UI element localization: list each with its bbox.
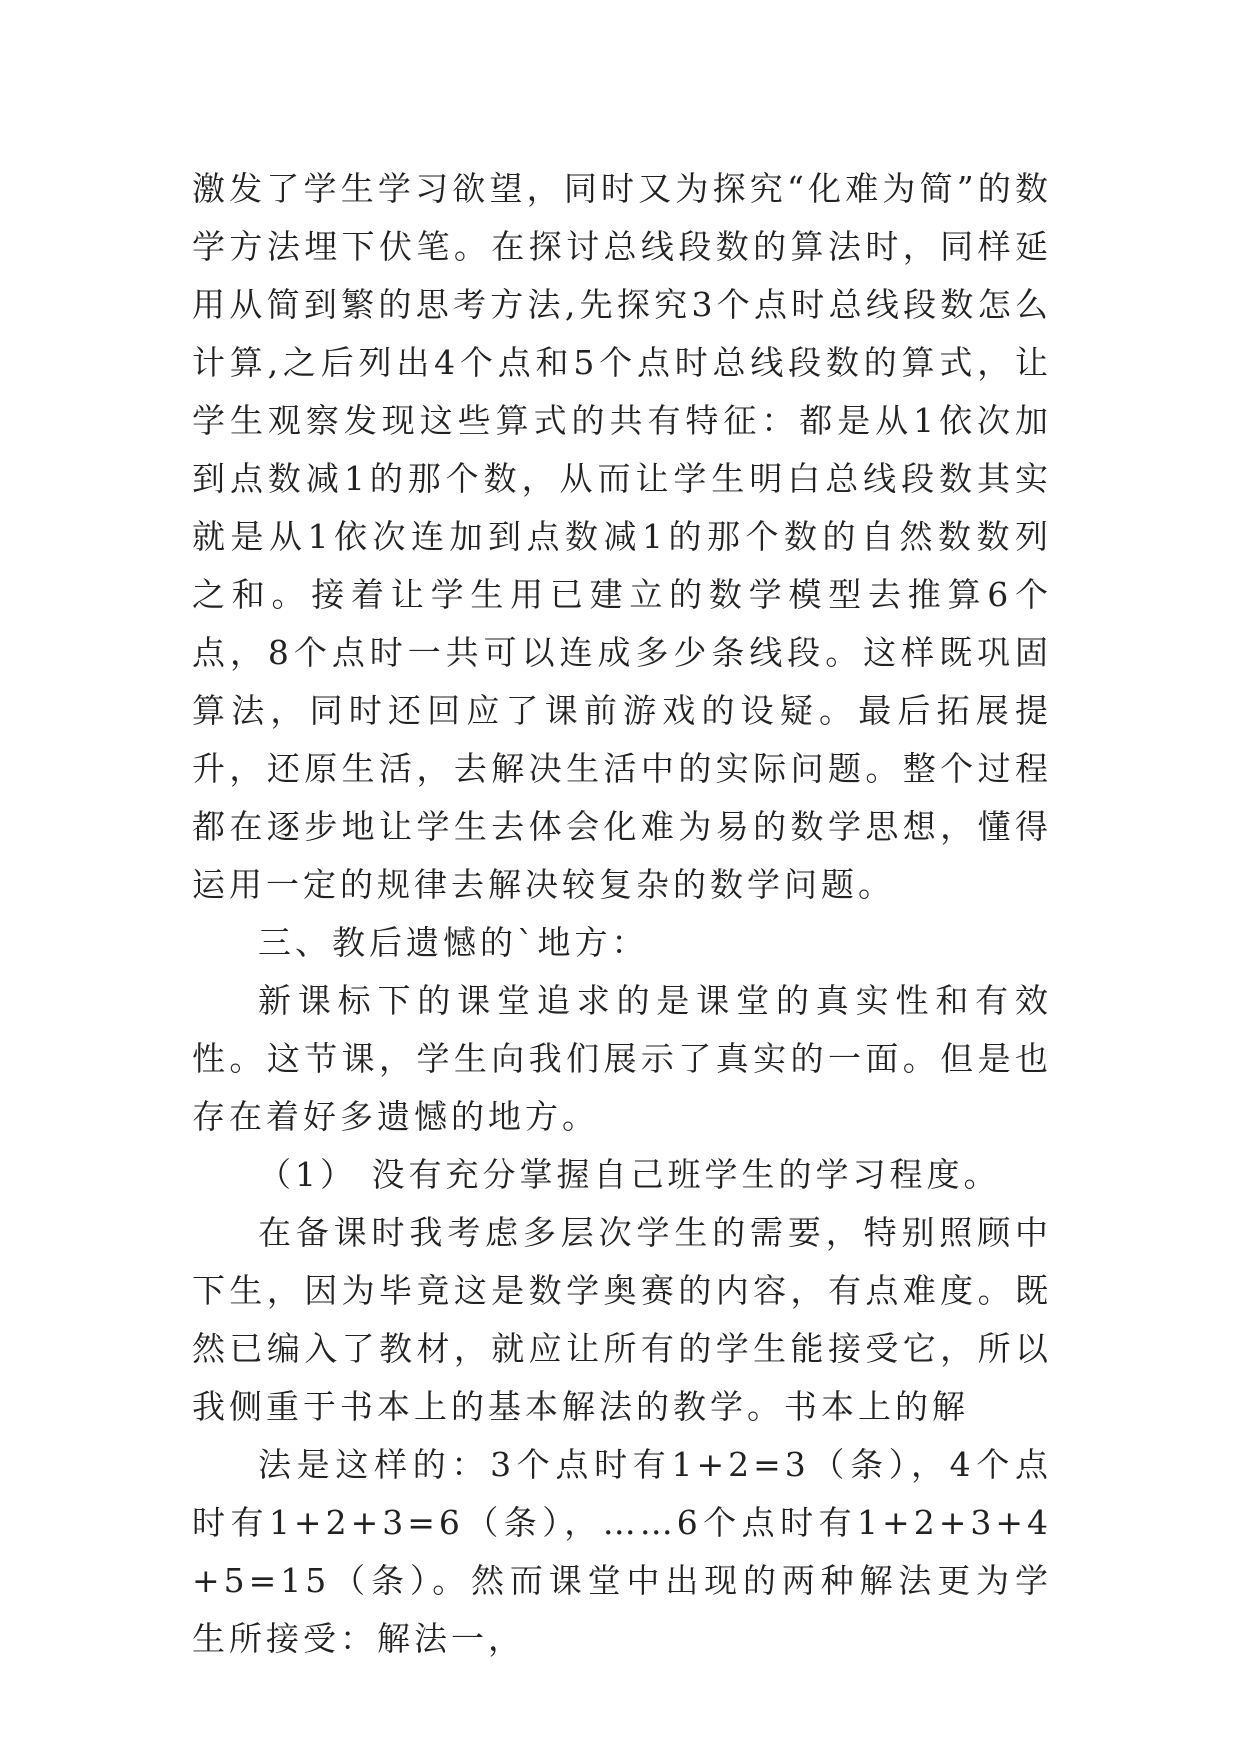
document-body — [192, 160, 1052, 1668]
paragraph-solution-method: 法是这样的：3个点时有1+2=3（条），4个点时有1+2+3=6（条），……6个点时有1+2+3+4+5=15（条）。然而课堂中出现的两种解法更为学生所接受：解法一， — [192, 1445, 1052, 1658]
paragraph-lesson-prep: 在备课时我考虑多层次学生的需要，特别照顾中下生，因为毕竟这是数学奥赛的内容，有点难度。既然已编入了教材，就应让所有的学生能接受它，所以我侧重于书本上的基本解法的教学。书本上的解 — [192, 1213, 1052, 1426]
paragraph-method-summary: 激发了学生学习欲望，同时又为探究“化难为简”的数学方法埋下伏笔。在探讨总线段数的算法时，同样延用从简到繁的思考方法,先探究3个点时总线段数怎么计算,之后列出4个点和5个点时总线段数的算式，让学生观察发现这些算式的共有特征：都是从1依次加到点数减1的那个数，从而让学生明白总线段数其实就是从1依次连加到点数减1的那个数的自然数数列之和。接着让学生用已建立的数学模型去推算6个点，8个点时一共可以连成多少条线段。这样既巩固算法，同时还回应了课前游戏的设疑。最后拓展提升，还原生活，去解决生活中的实际问题。整个过程都在逐步地让学生去体会化难为易的数学思想，懂得运用一定的规律去解决较复杂的数学问题。 — [192, 169, 1052, 904]
paragraph-regrets-intro: 新课标下的课堂追求的是课堂的真实性和有效性。这节课，学生向我们展示了真实的一面。但是也存在着好多遗憾的地方。 — [192, 981, 1052, 1136]
section-heading-regrets: 三、教后遗憾的`地方： — [258, 923, 649, 962]
subheading-point-1: （1） 没有充分掌握自己班学生的学习程度。 — [258, 1155, 1001, 1194]
